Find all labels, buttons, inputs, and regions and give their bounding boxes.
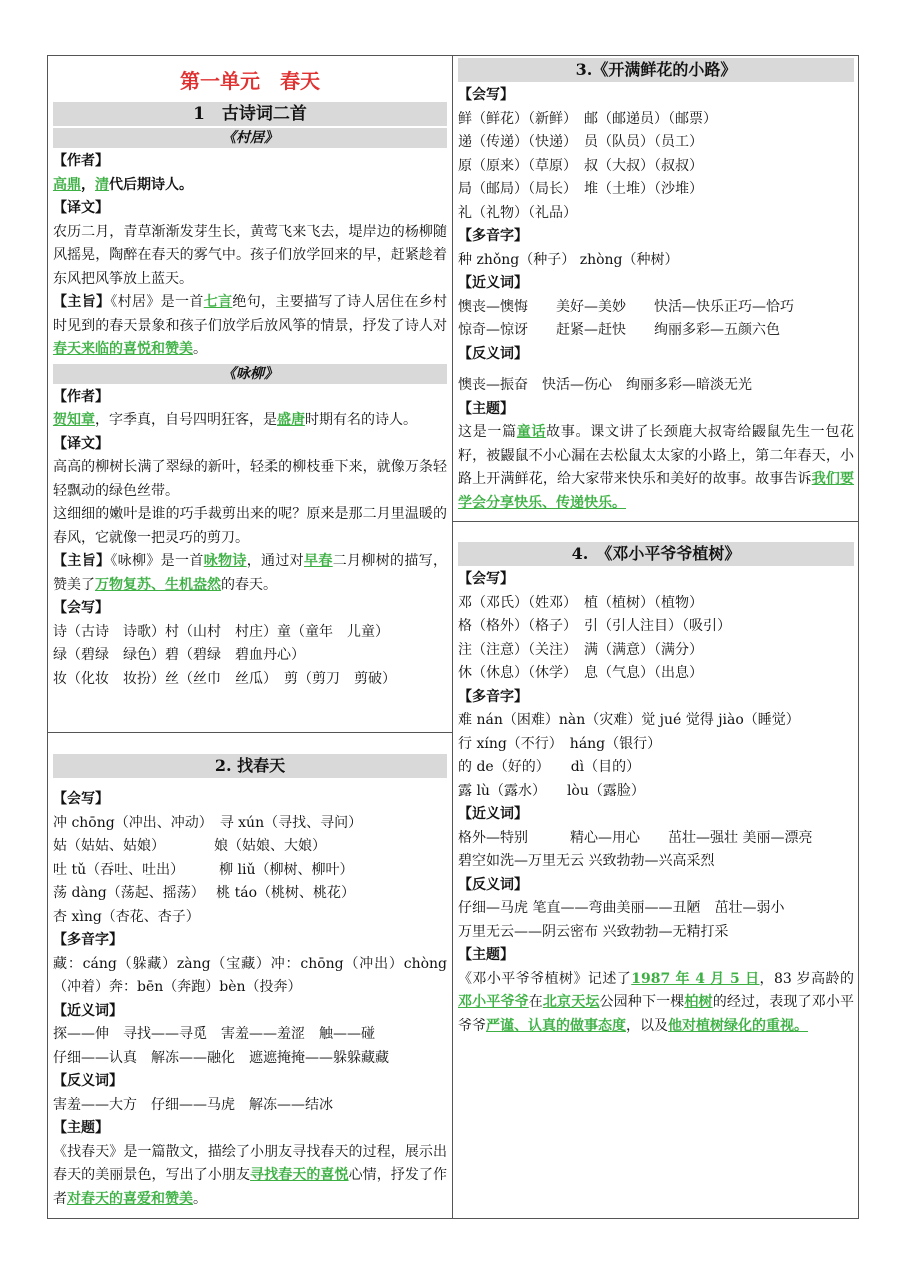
lesson3-syn-row: 惊奇—惊讶 赶紧—赶快 绚丽多彩—五颜六色	[458, 322, 780, 338]
lesson2-write-head: 【会写】	[53, 791, 109, 807]
poem2-translation-head: 【译文】	[53, 435, 109, 452]
lesson2-poly-head: 【多音字】	[53, 932, 123, 948]
lesson4-write-row: 注（注意）（关注） 满（满意）（满分）	[458, 641, 703, 658]
lesson2-theme: 《找春天》是一篇散文，描绘了小朋友寻找春天的过程，展示出春天的美丽景色，写出了小朋友寻找春天的喜悦心情，抒发了作者对春天的喜爱和赞美。	[53, 1143, 448, 1207]
lesson3-theme: 这是一篇童话故事。课文讲了长颈鹿大叔寄给鼹鼠先生一包花籽，被鼹鼠不小心漏在去松鼠太太家的小路上，第二年春天，小路上开满鲜花，给大家带来快乐和美好的故事。故事告诉我们要学会分享快乐、传递快乐。	[458, 424, 855, 511]
poem2-author: 贺知章，字季真，自号四明狂客，是盛唐时期有名的诗人。	[53, 412, 417, 428]
lesson3-title: 3.《开满鲜花的小路》	[458, 58, 854, 82]
poem2-theme: 【主旨】《咏柳》是一首咏物诗，通过对早春二月柳树的描写，赞美了万物复苏、生机盎然的春天。	[53, 553, 448, 593]
poem1-author: 高鼎，清代后期诗人。	[53, 176, 193, 193]
lesson2-write-row: 荡 dàng（荡起、摇荡） 桃 táo（桃树、桃花）	[53, 885, 356, 901]
lesson4-syn-row: 碧空如洗—万里无云 兴致勃勃—兴高采烈	[458, 853, 715, 869]
lesson2-write-row: 吐 tǔ（吞吐、吐出） 柳 liǔ（柳树、柳叶）	[53, 861, 354, 878]
poem2-title: 《咏柳》	[53, 364, 447, 384]
column-divider	[452, 55, 453, 1219]
poem2-write-row: 妆（化妆 妆扮）丝（丝巾 丝瓜） 剪（剪刀 剪破）	[53, 670, 396, 687]
poem2-translation-2: 这细细的嫩叶是谁的巧手裁剪出来的呢？原来是那二月里温暖的春风，它就像一把灵巧的剪刀。	[53, 506, 447, 546]
lesson3-syn-row: 懊丧—懊悔 美好—美妙 快活—快乐正巧—恰巧	[458, 298, 794, 315]
lesson4-write-row: 邓（邓氏）（姓邓） 植（植树）（植物）	[458, 594, 703, 611]
unit-title: 第一单元 春天	[180, 69, 320, 93]
lesson4-write-row: 休（休息）（休学） 息（气息）（出息）	[458, 665, 703, 681]
lesson3-poly-head: 【多音字】	[458, 228, 528, 244]
lesson4-poly-row: 的 de（好的） dì（目的）	[458, 759, 641, 775]
lesson4-poly-head: 【多音字】	[458, 688, 528, 705]
lesson4-syn-row: 格外—特别 精心—用心 茁壮—强壮 美丽—漂亮	[458, 829, 813, 846]
lesson1-title: 1 古诗词二首	[53, 102, 447, 126]
lesson3-section	[458, 56, 854, 515]
lesson1-section	[53, 62, 447, 691]
lesson2-write-row: 杏 xìng（杏花、杏子）	[53, 908, 200, 925]
lesson4-write-row: 格（格外）（格子） 引（引人注目）（吸引）	[458, 618, 731, 634]
poem1-author-head: 【作者】	[53, 153, 109, 169]
lesson2-syn-row: 探——伸 寻找——寻觅 害羞——羞涩 触——碰	[53, 1026, 375, 1042]
lesson2-section	[53, 752, 447, 1211]
lesson3-write-row: 礼（礼物）（礼品）	[458, 204, 577, 221]
lesson3-write-row: 鲜（鲜花）（新鲜） 邮（邮递员）（邮票）	[458, 110, 717, 127]
lesson2-syn-row: 仔细——认真 解冻——融化 遮遮掩掩——躲躲藏藏	[53, 1049, 389, 1066]
lesson4-ant-head: 【反义词】	[458, 876, 528, 893]
lesson4-ant-row: 万里无云——阴云密布 兴致勃勃—无精打采	[458, 923, 729, 940]
lesson4-theme: 《邓小平爷爷植树》记述了1987 年 4 月 5 日，83 岁高龄的邓小平爷爷在北京天坛公园种下一棵柏树的经过，表现了邓小平爷爷严谨、认真的做事态度，以及他对植树绿化的重视。	[458, 970, 855, 1034]
lesson2-write-row: 姑（姑姑、姑娘） 娘（姑娘、大娘）	[53, 838, 326, 854]
lesson2-poly-text: 藏：cáng（躲藏）zàng（宝藏）冲：chōng（冲出）chòng（冲着）奔：bēn（奔跑）bèn（投奔）	[53, 955, 447, 995]
lesson2-syn-head: 【近义词】	[53, 1002, 123, 1019]
lesson3-syn-head: 【近义词】	[458, 275, 528, 291]
poem1-theme: 【主旨】《村居》是一首七言绝句，主要描写了诗人居住在乡村时见到的春天景象和孩子们放学后放风筝的情景，抒发了诗人对春天来临的喜悦和赞美。	[53, 294, 448, 357]
lesson4-syn-head: 【近义词】	[458, 806, 528, 822]
poem2-author-head: 【作者】	[53, 388, 109, 405]
poem1-translation-head: 【译文】	[53, 200, 109, 216]
poem2-write-row: 诗（古诗 诗歌）村（山村 村庄）童（童年 儿童）	[53, 623, 389, 640]
poem2-write-row: 绿（碧绿 绿色）碧（碧绿 碧血丹心）	[53, 647, 305, 663]
lesson4-theme-head: 【主题】	[458, 947, 514, 963]
lesson3-poly-text: 种 zhǒng（种子） zhòng（种树）	[458, 251, 679, 268]
lesson2-ant-text: 害羞——大方 仔细——马虎 解冻——结冰	[53, 1096, 333, 1113]
lesson2-ant-head: 【反义词】	[53, 1073, 123, 1089]
lesson2-theme-head: 【主题】	[53, 1120, 109, 1136]
lesson4-section	[458, 540, 854, 1038]
lesson2-write-row: 冲 chōng（冲出、冲动） 寻 xún（寻找、寻问）	[53, 814, 363, 831]
poem1-translation: 农历二月，青草渐渐发芽生长，黄莺飞来飞去，堤岸边的杨柳随风摇晃，陶醉在春天的雾气中。孩子们放学回来的早，赶紧趁着东风把风筝放上蓝天。	[53, 223, 447, 287]
lesson3-ant-text: 懊丧—振奋 快活—伤心 绚丽多彩—暗淡无光	[458, 377, 752, 393]
lesson4-poly-row: 行 xíng（不行） háng（银行）	[458, 735, 662, 752]
lesson3-write-row: 递（传递）（快递） 员（队员）（员工）	[458, 134, 703, 150]
lesson3-write-row: 原（原来）（草原） 叔（大叔）（叔叔）	[458, 157, 703, 174]
right-section-divider	[452, 521, 859, 522]
lesson4-ant-row: 仔细—马虎 笔直——弯曲美丽——丑陋 茁壮—弱小	[458, 900, 785, 916]
lesson2-title: 2. 找春天	[53, 754, 447, 778]
poem1-title: 《村居》	[53, 128, 447, 148]
left-section-divider	[47, 732, 452, 733]
lesson3-theme-head: 【主题】	[458, 400, 514, 417]
lesson3-write-row: 局（邮局）（局长） 堆（土堆）（沙堆）	[458, 181, 703, 197]
lesson3-write-head: 【会写】	[458, 87, 514, 103]
poem2-translation-1: 高高的柳树长满了翠绿的新叶，轻柔的柳枝垂下来，就像万条轻轻飘动的绿色丝带。	[53, 459, 447, 499]
lesson4-poly-row: 难 nán（困难）nàn（灾难）觉 jué 觉得 jiào（睡觉）	[458, 712, 800, 728]
lesson4-poly-row: 露 lù（露水） lòu（露脸）	[458, 782, 645, 799]
lesson3-ant-head: 【反义词】	[458, 345, 528, 362]
lesson4-title: 4. 《邓小平爷爷植树》	[458, 542, 854, 566]
lesson4-write-head: 【会写】	[458, 571, 514, 587]
poem2-write-head: 【会写】	[53, 600, 109, 616]
